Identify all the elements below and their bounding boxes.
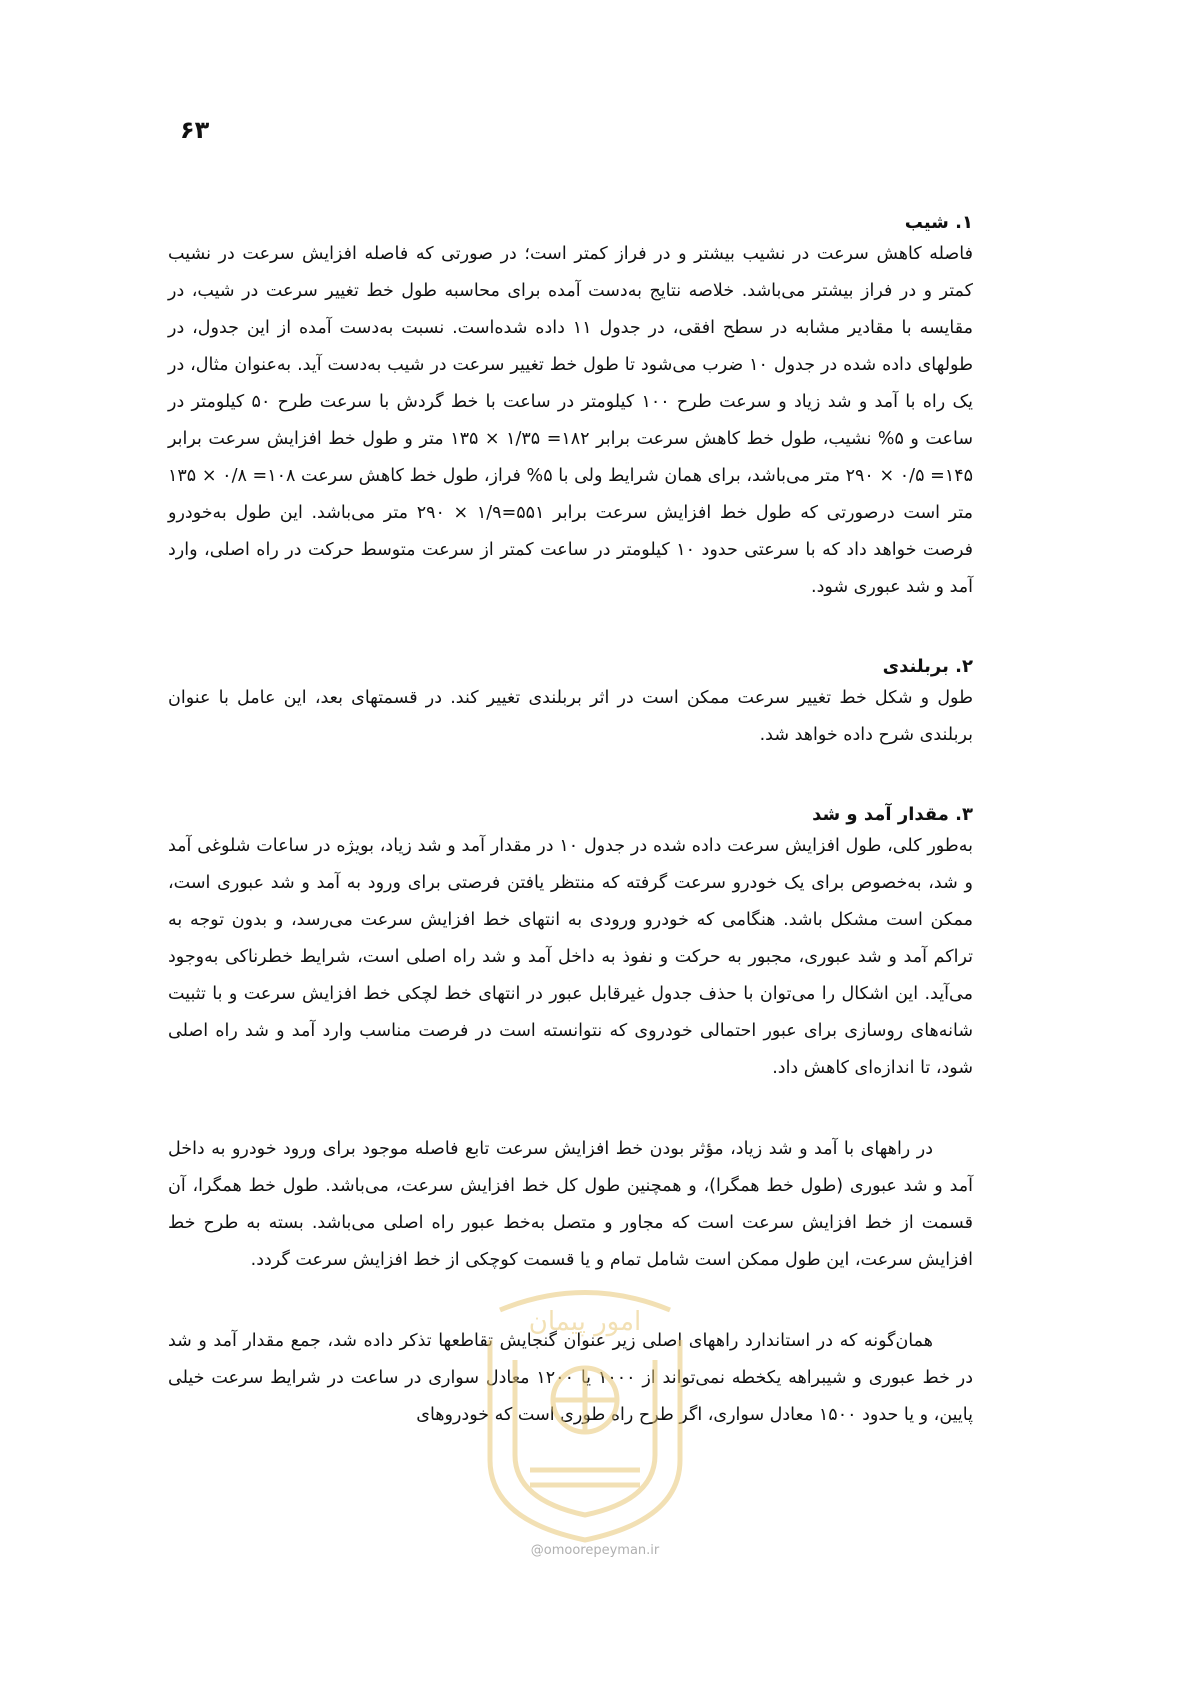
- body-paragraph: به‌طور کلی، طول افزایش سرعت داده شده در جدول ۱۰ در مقدار آمد و شد زیاد، بویژه در ساعات شلوغی آمد و شد، به‌خصوص برای یک خودرو سرعت گرفته که منتظر یافتن فرصتی برای ورود به آمد و شد عبوری است، ممکن است مشکل باشد. هنگامی که خودرو ورودی به انتهای خط افزایش سرعت می‌رسد، و بدون توجه به تراکم آمد و شد عبوری، مجبور به حرکت و نفوذ به داخل آمد و شد راه اصلی است، شرایط خطرناکی به‌وجود می‌آید. این اشکال را می‌توان با حذف جدول غیرقابل عبور در انتهای خط لچکی خط افزایش سرعت و با تثبیت شانه‌های روسازی برای عبور احتمالی خودروی که نتوانسته است در فرصت مناسب وارد آمد و شد راه اصلی شود، تا اندازه‌ای کاهش داد.: [168, 836, 973, 1078]
- watermark-logo: [470, 1270, 700, 1550]
- section-heading: ۲. بربلندی: [882, 656, 973, 677]
- body-paragraph: همان‌گونه که در استاندارد راههای اصلی زیر عنوان گنجایش تقاطعها تذکر داده شد، جمع مقدار آمد و شد در خط عبوری و شیبراهه یکخطه نمی‌تواند از ۱۰۰۰ یا ۱۲۰۰ معادل سواری در ساعت در شرایط سرعت خیلی پایین، و یا حدود ۱۵۰۰ معادل سواری، اگر طرح راه طوری است که خودروهای: [168, 1331, 973, 1425]
- body-paragraph: در راههای با آمد و شد زیاد، مؤثر بودن خط افزایش سرعت تابع فاصله موجود برای ورود خودرو به داخل آمد و شد عبوری (طول خط همگرا)، و همچنین طول کل خط افزایش سرعت، می‌باشد. طول خط همگرا، آن قسمت از خط افزایش سرعت است که مجاور و متصل به‌خط عبور راه اصلی می‌باشد. بسته به طرح خط افزایش سرعت، این طول ممکن است شامل تمام و یا قسمت کوچکی از خط افزایش سرعت گردد.: [168, 1139, 973, 1270]
- watermark-logo-text: امور پیمان: [528, 1307, 642, 1337]
- body-paragraph: طول و شکل خط تغییر سرعت ممکن است در اثر بربلندی تغییر کند. در قسمتهای بعد، این عامل با عنوان بربلندی شرح داده خواهد شد.: [168, 688, 973, 745]
- section-slope: [168, 210, 973, 606]
- section-superelevation: [168, 654, 973, 754]
- section-heading: ۳. مقدار آمد و شد: [812, 804, 973, 825]
- section-heading: ۱. شیب: [904, 212, 973, 233]
- watermark-url: @omoorepeyman.ir: [530, 1543, 660, 1558]
- body-paragraph: فاصله کاهش سرعت در نشیب بیشتر و در فراز کمتر است؛ در صورتی که فاصله افزایش سرعت در نشیب کمتر و در فراز بیشتر می‌باشد. خلاصه نتایج به‌دست آمده برای محاسبه طول خط تغییر سرعت در شیب، در مقایسه با مقادیر مشابه در سطح افقی، در جدول ۱۱ داده شده‌است. نسبت به‌دست آمده از این جدول، در طولهای داده شده در جدول ۱۰ ضرب می‌شود تا طول خط تغییر سرعت در شیب به‌دست آید. به‌عنوان مثال، در یک راه با آمد و شد زیاد و سرعت طرح ۱۰۰ کیلومتر در ساعت با خط گردش با سرعت طرح ۵۰ کیلومتر در ساعت و ۵% نشیب، طول خط کاهش سرعت برابر ۱۸۲= ۱/۳۵ × ۱۳۵ متر و طول خط افزایش سرعت برابر ۱۴۵= ۰/۵ × ۲۹۰ متر می‌باشد، برای همان شرایط ولی با ۵% فراز، طول خط کاهش سرعت ۱۰۸= ۰/۸ × ۱۳۵ متر است درصورتی که طول خط افزایش سرعت برابر ۵۵۱=۱/۹ × ۲۹۰ متر می‌باشد. این طول به‌خودرو فرصت خواهد داد که با سرعتی حدود ۱۰ کیلومتر در ساعت کمتر از سرعت متوسط حرکت در راه اصلی، وارد آمد و شد عبوری شود.: [168, 244, 974, 597]
- page-number: ۶۳: [180, 116, 210, 144]
